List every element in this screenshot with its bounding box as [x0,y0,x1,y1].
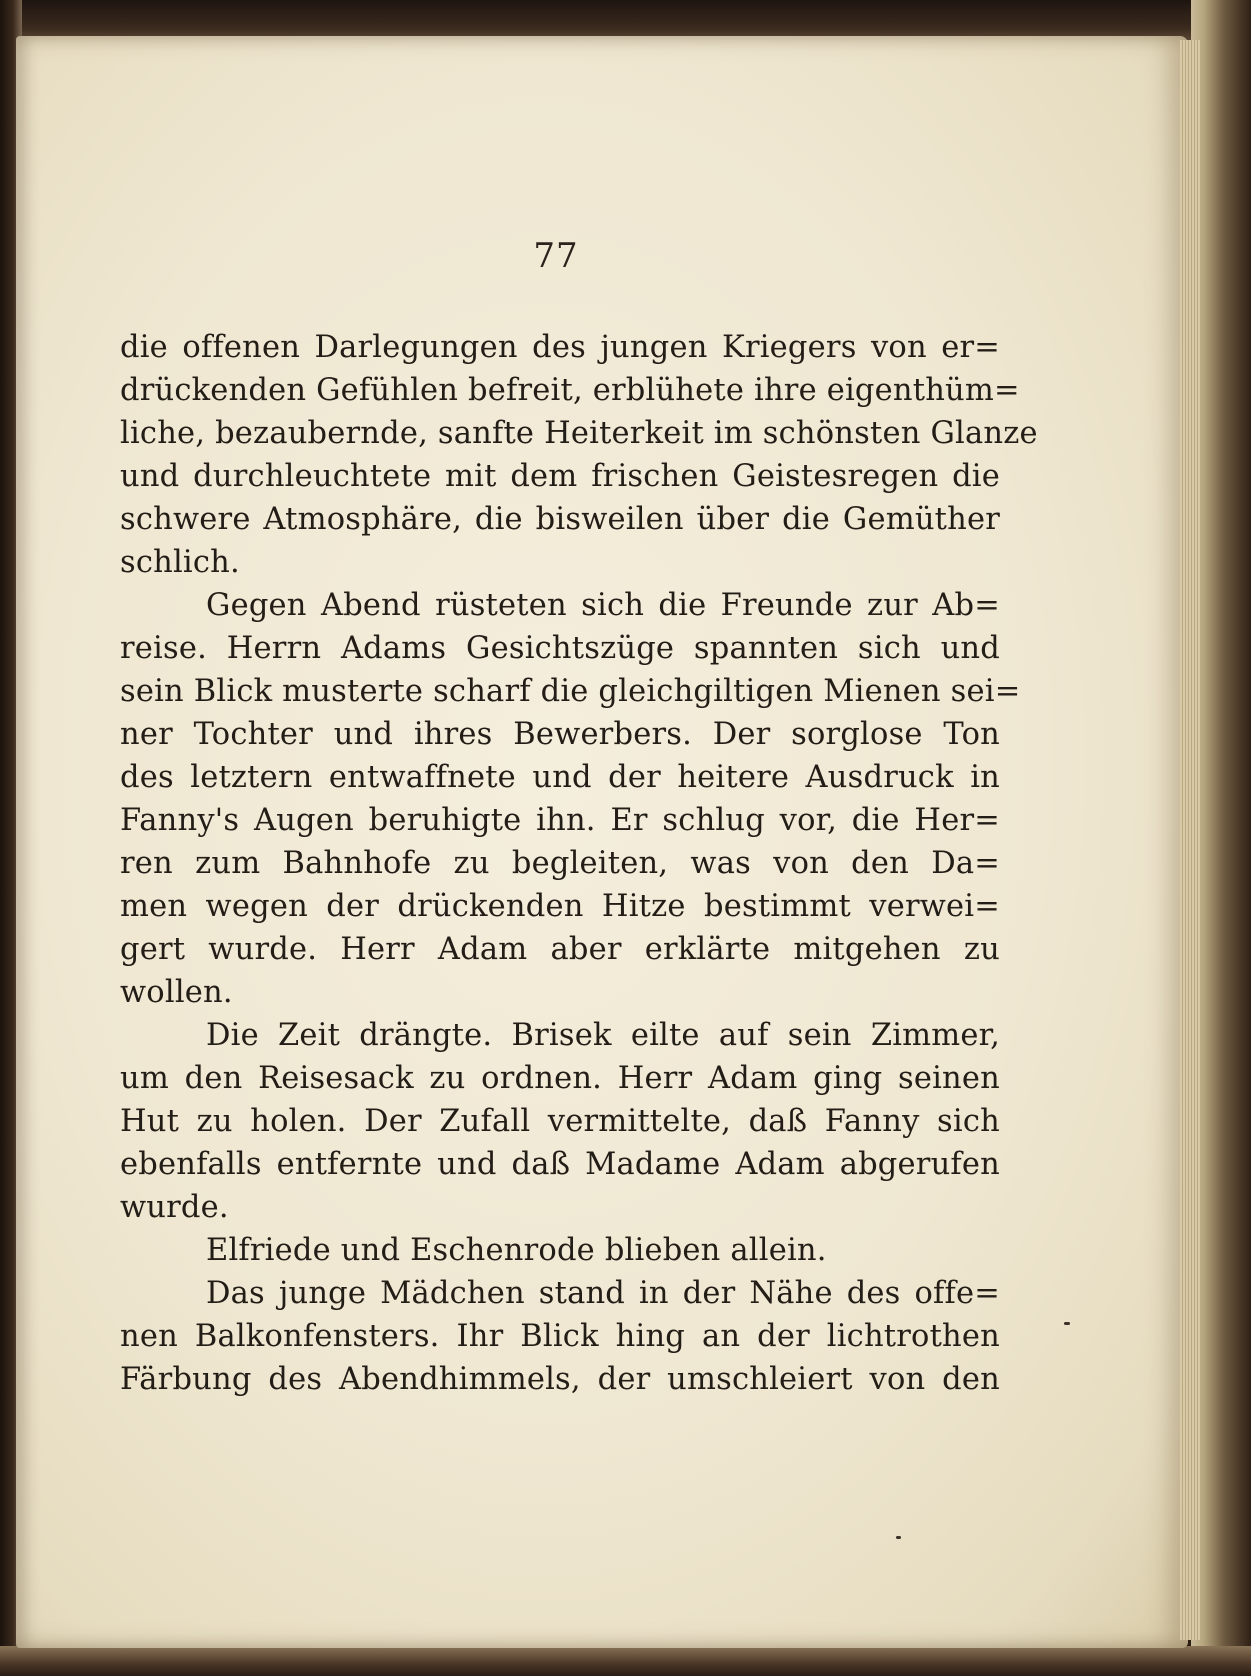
page-edges [1180,40,1200,1640]
book-binding-right [1191,0,1251,1676]
text-line: liche, bezaubernde, sanfte Heiterkeit im schönsten Glanze [120,416,1038,451]
text-line: Gegen Abend rüsteten sich die Freunde zur Ab= [206,588,1000,623]
text-line: wurde. [120,1190,229,1225]
text-line: schwere Atmosphäre, die bisweilen über die Gemüther [120,502,1000,537]
paper-speck [1064,1322,1070,1325]
text-line: wollen. [120,975,233,1010]
text-line: und durchleuchtete mit dem frischen Geistesregen die [120,459,1000,494]
book-binding-bottom [0,1646,1251,1676]
text-line: ner Tochter und ihres Bewerbers. Der sorglose Ton [120,717,1000,752]
text-line: ren zum Bahnhofe zu begleiten, was von den Da= [120,846,1000,881]
book-binding-top [0,0,1251,40]
text-line: die offenen Darlegungen des jungen Kriegers von er= [120,330,1000,365]
text-line: schlich. [120,545,240,580]
text-line: nen Balkonfensters. Ihr Blick hing an der lichtrothen [120,1319,1000,1354]
text-line: reise. Herrn Adams Gesichtszüge spannten sich und [120,631,1000,666]
body-text [120,326,1038,1401]
paper-speck [896,1536,901,1539]
text-line: drückenden Gefühlen befreit, erblühete ihre eigenthüm= [120,373,1020,408]
text-line: sein Blick musterte scharf die gleichgiltigen Mienen sei= [120,674,1021,709]
text-line: men wegen der drückenden Hitze bestimmt verwei= [120,889,1000,924]
text-line: Die Zeit drängte. Brisek eilte auf sein Zimmer, [206,1018,1000,1053]
page-number: 77 [533,236,579,276]
text-line: Das junge Mädchen stand in der Nähe des offe= [206,1276,1000,1311]
text-line: des letztern entwaffnete und der heitere Ausdruck in [120,760,1000,795]
text-line: gert wurde. Herr Adam aber erklärte mitgehen zu [120,932,1000,967]
text-line: Färbung des Abendhimmels, der umschleiert von den [120,1362,1000,1397]
text-line: Fanny's Augen beruhigte ihn. Er schlug vor, die Her= [120,803,1000,838]
text-line: Hut zu holen. Der Zufall vermittelte, daß Fanny sich [120,1104,1000,1139]
text-line: um den Reisesack zu ordnen. Herr Adam ging seinen [120,1061,1000,1096]
text-line: ebenfalls entfernte und daß Madame Adam abgerufen [120,1147,1000,1182]
book-page [16,36,1188,1648]
text-line: Elfriede und Eschenrode blieben allein. [206,1233,827,1268]
